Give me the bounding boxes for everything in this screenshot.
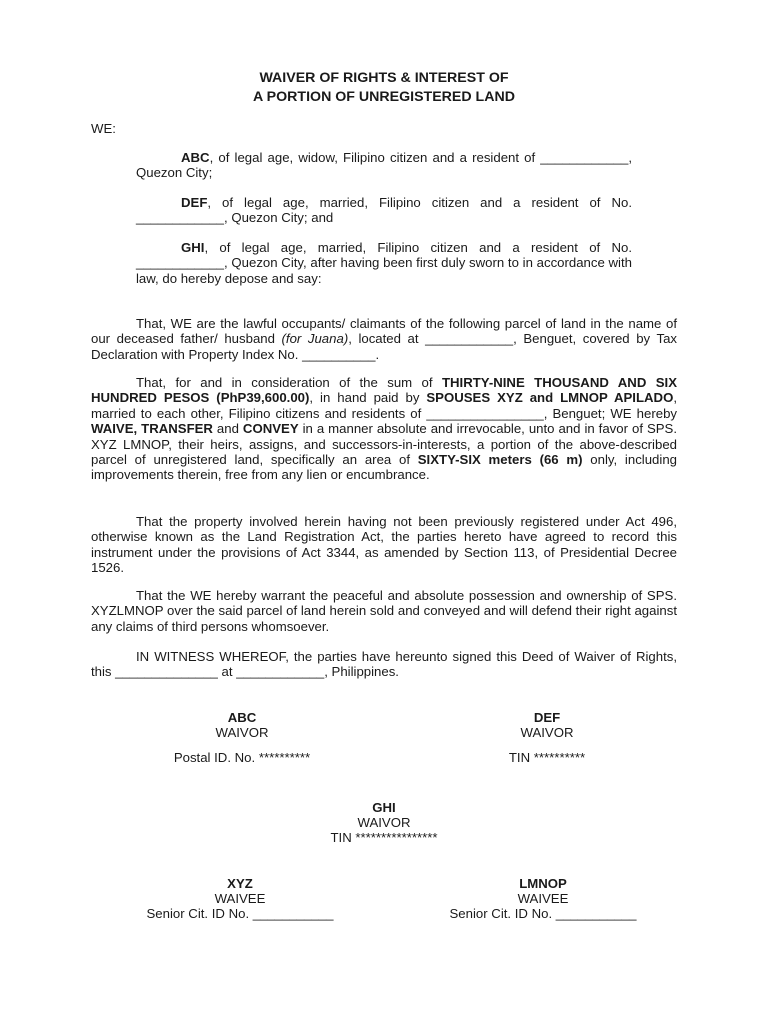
party-abc-paragraph: ABC, of legal age, widow, Filipino citizen and a resident of ____________, Quezon City; [136,150,632,181]
signatory-id: TIN **************** [330,830,438,845]
bold-term: SPOUSES XYZ and LMNOP APILADO [426,390,674,406]
bold-term: ABC [181,150,210,165]
signatory-id: Postal ID. No. ********** [173,750,311,765]
signature-block-lmnop [413,876,673,921]
signatory-name: GHI [372,800,396,815]
signatory-id: Senior Cit. ID No. ___________ [449,906,637,921]
bold-term: GHI [181,240,205,255]
signature-block-def [417,710,677,765]
signature-block-abc [112,710,372,765]
italic-term: (for Juana) [281,331,349,347]
signatory-role: WAIVOR [520,725,574,740]
signatory-role: WAIVOR [357,815,411,830]
document-title-line-1: WAIVER OF RIGHTS & INTEREST OF [259,70,509,86]
we-label: WE: [91,121,116,136]
signature-block-xyz [110,876,370,921]
signatory-name: XYZ [227,876,253,891]
signature-block-ghi [254,800,514,845]
paragraph-occupants: That, WE are the lawful occupants/ claimants of the following parcel of land in the name of our deceased father/ husband (for Juana), located at ____________, Benguet, covered by Tax Declaration with Property Index No. __________. [91,316,677,362]
party-def-paragraph: DEF, of legal age, married, Filipino citizen and a resident of No. ____________, Quezon City; and [136,195,632,226]
signatory-id: Senior Cit. ID No. ___________ [146,906,334,921]
paragraph-warranty: That the WE hereby warrant the peaceful and absolute possession and ownership of SPS. XYZLMNOP over the said parcel of land herein sold and conveyed and will defend their right against any claims of third persons whomsoever. [91,588,677,634]
bold-term: CONVEY [242,421,299,437]
paragraph-registration: That the property involved herein having not been previously registered under Act 496, otherwise known as the Land Registration Act, the parties hereto have agreed to record this instrument under the provisions of Act 3344, as amended by Section 113, of Presidential Decree 1526. [91,514,677,576]
signatory-role: WAIVOR [215,725,269,740]
bold-term: SIXTY-SIX meters (66 m) [417,452,583,468]
party-ghi-paragraph: GHI, of legal age, married, Filipino citizen and a resident of No. ____________, Quezon City, after having been first duly sworn to in accordance with law, do hereby depose and say: [136,240,632,286]
signatory-role: WAIVEE [214,891,266,906]
paragraph-witness: IN WITNESS WHEREOF, the parties have hereunto signed this Deed of Waiver of Rights, this ______________ at ____________, Philippines. [91,649,677,680]
signatory-role: WAIVEE [517,891,569,906]
bold-term: DEF [181,195,208,210]
signatory-name: ABC [227,710,257,725]
signatory-id: TIN ********** [508,750,586,765]
document-title-line-2: A PORTION OF UNREGISTERED LAND [253,89,515,105]
signatory-name: LMNOP [519,876,567,891]
bold-term: THIRTY-NINE THOUSAND AND SIX HUNDRED PESOS (PhP39,600.00) [91,375,678,406]
signatory-name: DEF [533,710,561,725]
paragraph-consideration: That, for and in consideration of the sum of THIRTY-NINE THOUSAND AND SIX HUNDRED PESOS (PhP39,600.00), in hand paid by SPOUSES XYZ and LMNOP APILADO, married to each other, Filipino citizens and residents of ________________, Benguet; WE hereby WAIVE, TRANSFER and CONVEY in a manner absolute and irrevocable, unto and in favor of SPS. XYZ LMNOP, their heirs, assigns, and successors-in-interests, a portion of the above-described parcel of unregistered land, specifically an area of SIXTY-SIX meters (66 m) only, including improvements therein, free from any lien or encumbrance. [91,375,678,483]
bold-term: WAIVE, TRANSFER [91,421,213,437]
